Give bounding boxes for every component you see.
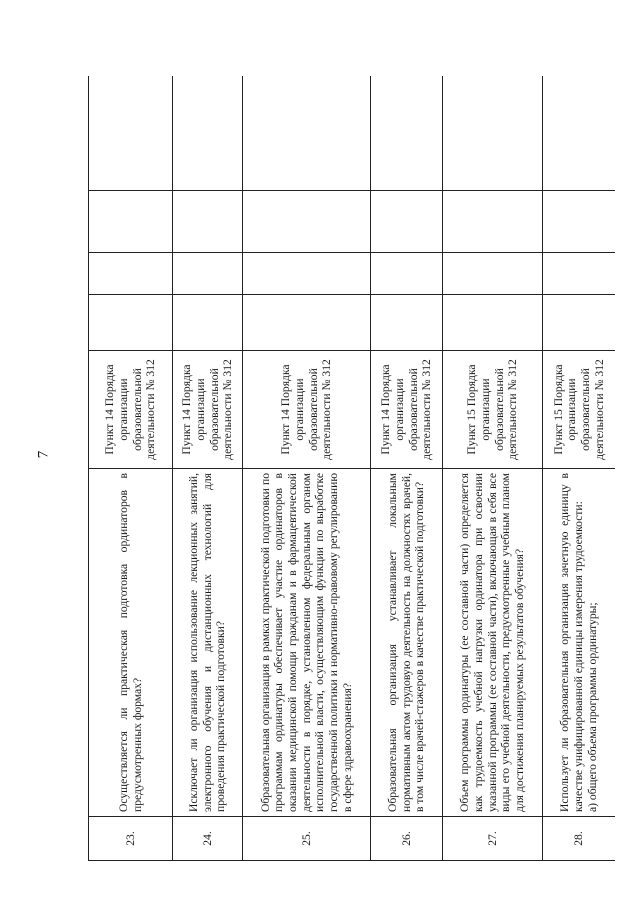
empty-cell (443, 295, 543, 351)
checklist-table-frame (88, 76, 615, 861)
table-row (243, 76, 371, 861)
empty-cell (443, 191, 543, 253)
table-row (543, 76, 616, 861)
empty-cell (89, 295, 173, 351)
reference-cell: Пункт 15 Порядка организации образовательной деятельности № 312 (543, 351, 616, 469)
row-number: 24. (173, 817, 243, 861)
table-row (173, 76, 243, 861)
page-number: 7 (35, 450, 52, 459)
row-number: 26. (371, 817, 443, 861)
row-number: 27. (443, 817, 543, 861)
empty-cell (543, 253, 616, 295)
empty-cell (89, 191, 173, 253)
reference-cell: Пункт 14 Порядка организации образовательной деятельности № 312 (173, 351, 243, 469)
empty-cell (371, 295, 443, 351)
empty-cell (173, 295, 243, 351)
question-cell: Образовательная организация в рамках практической подготовки по программам ординатуры обеспечивает участие ординаторов в оказании медицинской помощи гражданам и в фармацевтической деятельности в порядке, установленном федеральным органом исполнительной власти, осуществляющим функции по выработке государственной политики и нормативно-правовому регулированию в сфере здравоохранения? (243, 469, 371, 817)
empty-cell (243, 295, 371, 351)
row-number: 28. (543, 817, 616, 861)
empty-cell (173, 76, 243, 191)
question-cell: Использует ли образовательная организация зачетную единицу в качестве унифицированной единицы измерения трудоемкости: а) общего объема программы ординатуры; (543, 469, 616, 817)
empty-cell (243, 76, 371, 191)
empty-cell (173, 253, 243, 295)
question-cell: Образовательная организация устанавливает локальным нормативным актом трудовую деятельность на должностях врачей, в том числе врачей-стажеров в качестве практической подготовки? (371, 469, 443, 817)
empty-cell (443, 76, 543, 191)
reference-cell: Пункт 15 Порядка организации образовательной деятельности № 312 (443, 351, 543, 469)
reference-cell: Пункт 14 Порядка организации образовательной деятельности № 312 (89, 351, 173, 469)
empty-cell (243, 191, 371, 253)
question-cell: Объем программы ординатуры (ее составной части) определяется как трудоемкость учебной нагрузки ординатора при освоении указанной программы (ее составной части), включающая в себя все виды его учебной деятельности, предусмотренные учебным планом для достижения планируемых результатов обучения? (443, 469, 543, 817)
empty-cell (89, 253, 173, 295)
empty-cell (543, 191, 616, 253)
empty-cell (371, 76, 443, 191)
rotated-table-container (88, 76, 615, 861)
empty-cell (89, 76, 173, 191)
row-number: 23. (89, 817, 173, 861)
table-row (371, 76, 443, 861)
table-row (443, 76, 543, 861)
empty-cell (443, 253, 543, 295)
empty-cell (543, 76, 616, 191)
empty-cell (173, 191, 243, 253)
checklist-table (88, 76, 615, 861)
empty-cell (371, 191, 443, 253)
question-cell: Исключает ли организация использование лекционных занятий, электронного обучения и дистанционных технологий для проведения практической подготовки? (173, 469, 243, 817)
question-cell: Осуществляется ли практическая подготовка ординаторов в предусмотренных формах? (89, 469, 173, 817)
reference-cell: Пункт 14 Порядка организации образовательной деятельности № 312 (371, 351, 443, 469)
reference-cell: Пункт 14 Порядка организации образовательной деятельности № 312 (243, 351, 371, 469)
empty-cell (371, 253, 443, 295)
empty-cell (243, 253, 371, 295)
empty-cell (543, 295, 616, 351)
row-number: 25. (243, 817, 371, 861)
table-row (89, 76, 173, 861)
